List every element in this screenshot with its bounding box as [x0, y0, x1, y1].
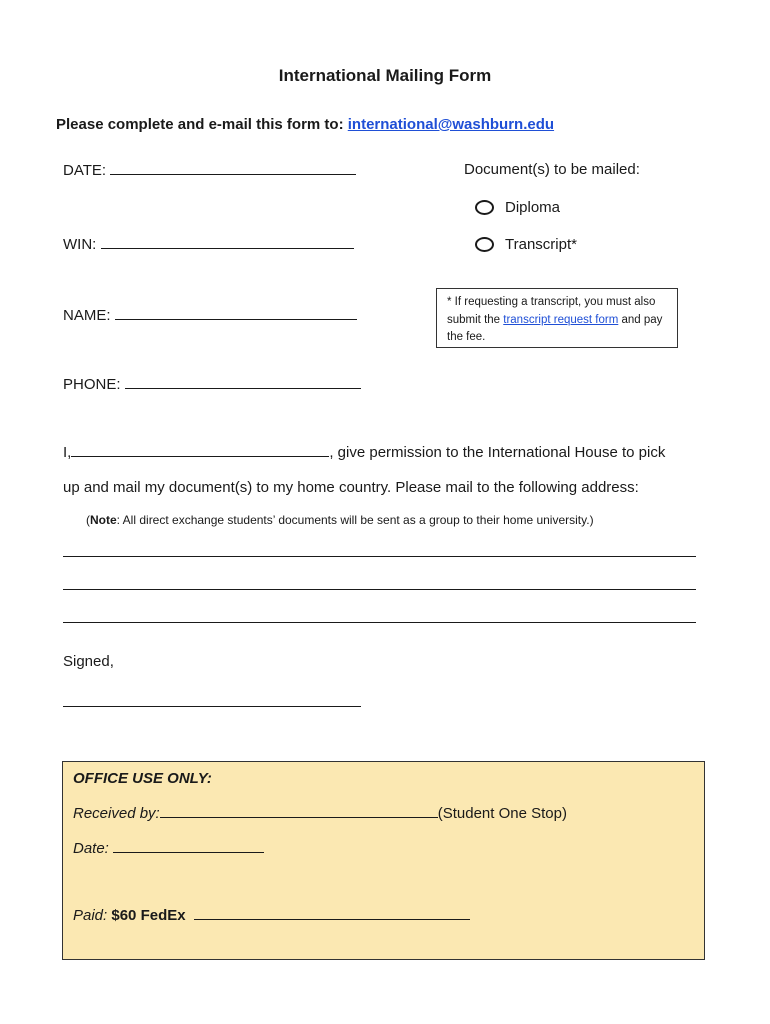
transcript-label: Transcript* [505, 236, 577, 253]
signed-label: Signed, [63, 653, 114, 670]
paid-field [73, 906, 470, 924]
transcript-note-text: * If requesting a transcript, you must also submit the [447, 296, 656, 326]
form-title: International Mailing Form [278, 66, 492, 85]
date-input-line[interactable] [110, 161, 356, 175]
name-input-line[interactable] [115, 306, 357, 320]
permission-line-2: up and mail my document(s) to my home country. Please mail to the following address: [63, 479, 639, 496]
address-line-1[interactable] [63, 556, 696, 557]
permission-name-line[interactable] [71, 443, 329, 457]
note-label: Note [90, 513, 117, 527]
win-label: WIN: [63, 236, 97, 253]
win-field [63, 235, 354, 253]
note-open: ( [86, 513, 90, 527]
permission-prefix: I, [63, 444, 72, 461]
office-date-field [73, 839, 264, 857]
permission-line1-text: , give permission to the International House to pick [329, 444, 666, 461]
email-link[interactable]: international@washburn.edu [347, 116, 555, 133]
paid-label: Paid: [73, 907, 108, 924]
received-by-field [73, 804, 567, 822]
name-field [63, 306, 357, 324]
office-date-label: Date: [73, 840, 109, 857]
transcript-note-after: and pay the fee. [447, 313, 663, 343]
date-field [63, 161, 356, 179]
permission-line-1 [63, 443, 665, 461]
diploma-option[interactable] [475, 199, 560, 216]
exchange-note [86, 513, 594, 527]
received-label: Received by: [73, 805, 160, 822]
office-date-input-line[interactable] [113, 839, 264, 853]
office-heading: OFFICE USE ONLY: [73, 770, 212, 787]
address-line-2[interactable] [63, 589, 696, 590]
phone-label: PHONE: [63, 376, 121, 393]
name-label: NAME: [63, 307, 111, 324]
note-text: : All direct exchange students’ documents will be sent as a group to their home university.) [116, 513, 594, 527]
diploma-label: Diploma [505, 199, 561, 216]
win-input-line[interactable] [101, 235, 354, 249]
instructions-text: Please complete and e-mail this form to: [56, 116, 348, 133]
transcript-request-link[interactable]: transcript request form [503, 313, 619, 326]
phone-input-line[interactable] [125, 375, 361, 389]
transcript-note-box [436, 288, 678, 348]
received-input-line[interactable] [160, 804, 438, 818]
transcript-option[interactable] [475, 236, 577, 253]
phone-field [63, 375, 361, 393]
paid-amount: $60 FedEx [111, 907, 186, 924]
signature-line[interactable] [63, 706, 361, 707]
radio-circle-icon[interactable] [475, 237, 494, 252]
date-label: DATE: [63, 162, 107, 179]
address-line-3[interactable] [63, 622, 696, 623]
radio-circle-icon[interactable] [475, 200, 494, 215]
documents-heading: Document(s) to be mailed: [464, 161, 640, 178]
instructions [56, 116, 554, 133]
paid-input-line[interactable] [194, 906, 470, 920]
office-use-box [62, 761, 705, 960]
received-suffix: (Student One Stop) [437, 805, 567, 822]
